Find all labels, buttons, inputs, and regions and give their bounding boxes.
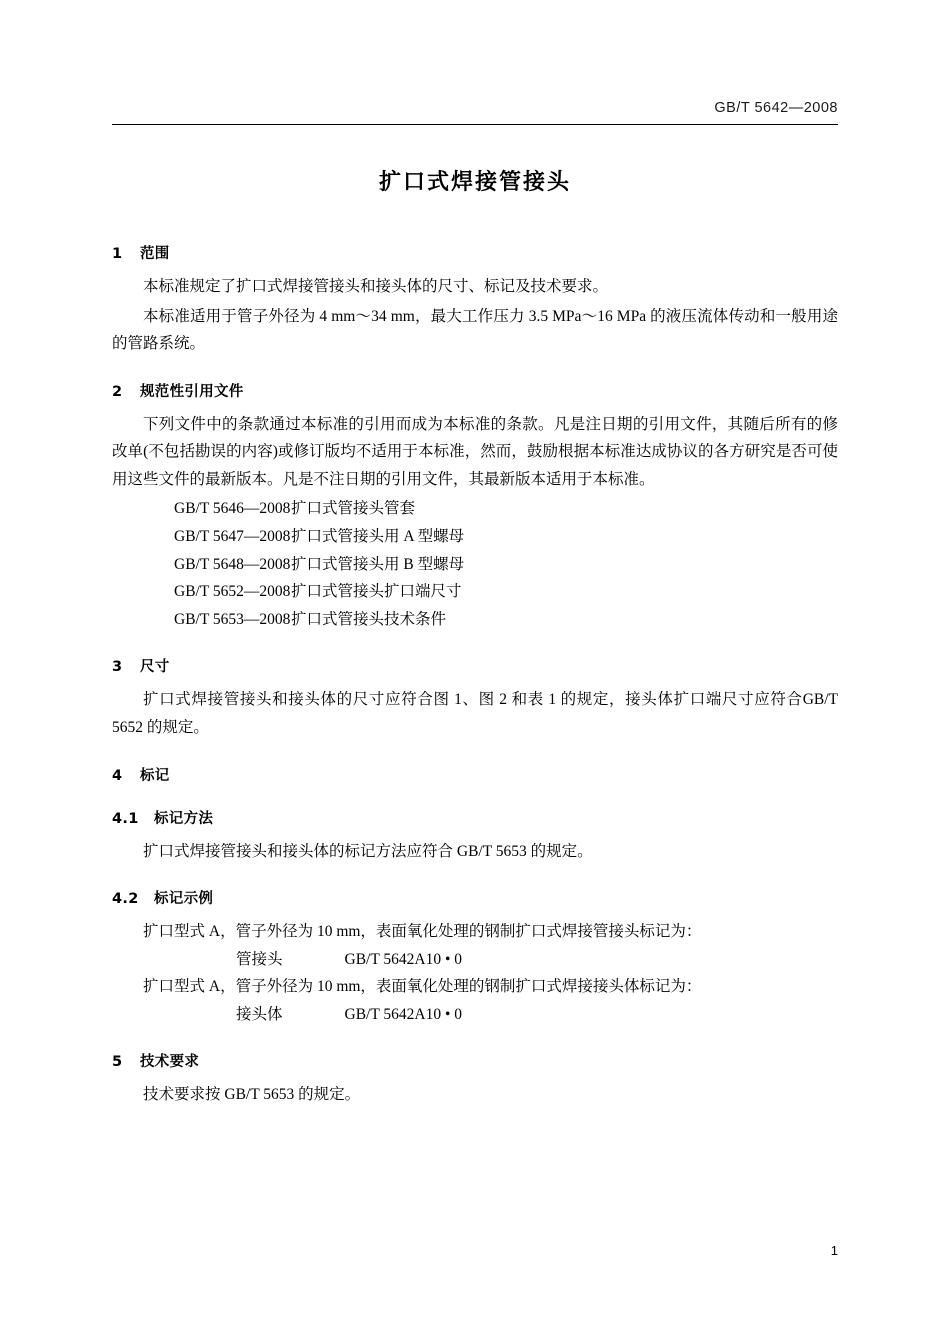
section-number-4-1: 4.1 (112, 810, 139, 827)
section-heading-1 (112, 242, 838, 263)
section-title-1: 范围 (140, 246, 170, 262)
section-number-3: 3 (112, 659, 123, 676)
section-heading-4-2 (112, 887, 838, 908)
reference-code: GB/T 5647—2008 (174, 528, 291, 546)
section-number-2: 2 (112, 383, 123, 400)
section-4-1-paragraph-1: 扩口式焊接管接头和接头体的标记方法应符合 GB/T 5653 的规定。 (143, 842, 593, 860)
page-title: 扩口式焊接管接头 (378, 170, 571, 195)
section-2-paragraph-1: 下列文件中的条款通过本标准的引用而成为本标准的条款。凡是注日期的引用文件，其随后所有的修改单(不包括勘误的内容)或修订版均不适用于本标准，然而，鼓励根据本标准达成协议的各方研究是否可使用这些文件的最新版本。凡是不注日期的引用文件，其最新版本适用于本标准。 (112, 415, 838, 488)
section-heading-4-1 (112, 807, 838, 828)
section-heading-5 (112, 1050, 838, 1071)
section-number-5: 5 (112, 1054, 123, 1071)
section-title-4-1: 标记方法 (154, 810, 214, 827)
section-3-paragraph-1: 扩口式焊接管接头和接头体的尺寸应符合图 1、图 2 和表 1 的规定，接头体扩口端尺寸应符合GB/T 5652 的规定。 (112, 691, 838, 736)
reference-title: 扩口式管接头用 A 型螺母 (291, 528, 465, 546)
marking-example-1-standard: GB/T 5642 (344, 950, 415, 968)
header-rule (112, 124, 838, 125)
marking-example-1-label: 管接头 (236, 950, 283, 968)
reference-code: GB/T 5652—2008 (174, 583, 291, 601)
list-item (112, 495, 838, 523)
section-number-1: 1 (112, 246, 123, 262)
list-item (112, 578, 838, 606)
section-title-5: 技术要求 (140, 1054, 200, 1071)
document-content (112, 165, 838, 1111)
reference-title: 扩口式管接头管套 (291, 500, 416, 518)
reference-title: 扩口式管接头扩口端尺寸 (291, 583, 462, 601)
marking-example-1-designation: A10 • 0 (414, 950, 463, 968)
section-title-2: 规范性引用文件 (140, 383, 244, 400)
list-item (112, 523, 838, 551)
section-title-4: 标记 (140, 767, 170, 784)
reference-code: GB/T 5646—2008 (174, 500, 291, 518)
section-title-4-2: 标记示例 (154, 891, 214, 908)
marking-example-2-standard: GB/T 5642 (344, 1005, 415, 1023)
marking-example-2-label: 接头体 (236, 1005, 283, 1023)
list-item (112, 551, 838, 579)
reference-title: 扩口式管接头用 B 型螺母 (291, 555, 465, 573)
section-4-2-paragraph-1: 扩口型式 A，管子外径为 10 mm，表面氧化处理的钢制扩口式焊接管接头标记为： (143, 923, 702, 941)
section-heading-3 (112, 655, 838, 676)
normative-reference-list (112, 495, 838, 633)
marking-example-2-designation: A10 • 0 (414, 1005, 463, 1023)
section-number-4: 4 (112, 767, 123, 784)
section-heading-4 (112, 764, 838, 785)
marking-example-1 (112, 946, 838, 974)
reference-title: 扩口式管接头技术条件 (291, 610, 447, 628)
section-number-4-2: 4.2 (112, 891, 139, 908)
section-5-paragraph-1: 技术要求按 GB/T 5653 的规定。 (143, 1086, 361, 1104)
section-4-2-paragraph-2: 扩口型式 A，管子外径为 10 mm，表面氧化处理的钢制扩口式焊接接头体标记为： (143, 978, 702, 996)
reference-code: GB/T 5648—2008 (174, 555, 291, 573)
section-1-paragraph-1: 本标准规定了扩口式焊接管接头和接头体的尺寸、标记及技术要求。 (143, 278, 609, 295)
marking-example-2 (112, 1001, 838, 1029)
section-title-3: 尺寸 (140, 659, 170, 676)
section-heading-2 (112, 380, 838, 401)
page-header-standard-id: GB/T 5642—2008 (714, 100, 838, 116)
list-item (112, 606, 838, 634)
page-number: 1 (830, 1243, 838, 1258)
section-1-paragraph-2: 本标准适用于管子外径为 4 mm～34 mm，最大工作压力 3.5 MPa～16 MPa 的液压流体传动和一般用途的管路系统。 (112, 307, 838, 353)
reference-code: GB/T 5653—2008 (174, 610, 291, 628)
